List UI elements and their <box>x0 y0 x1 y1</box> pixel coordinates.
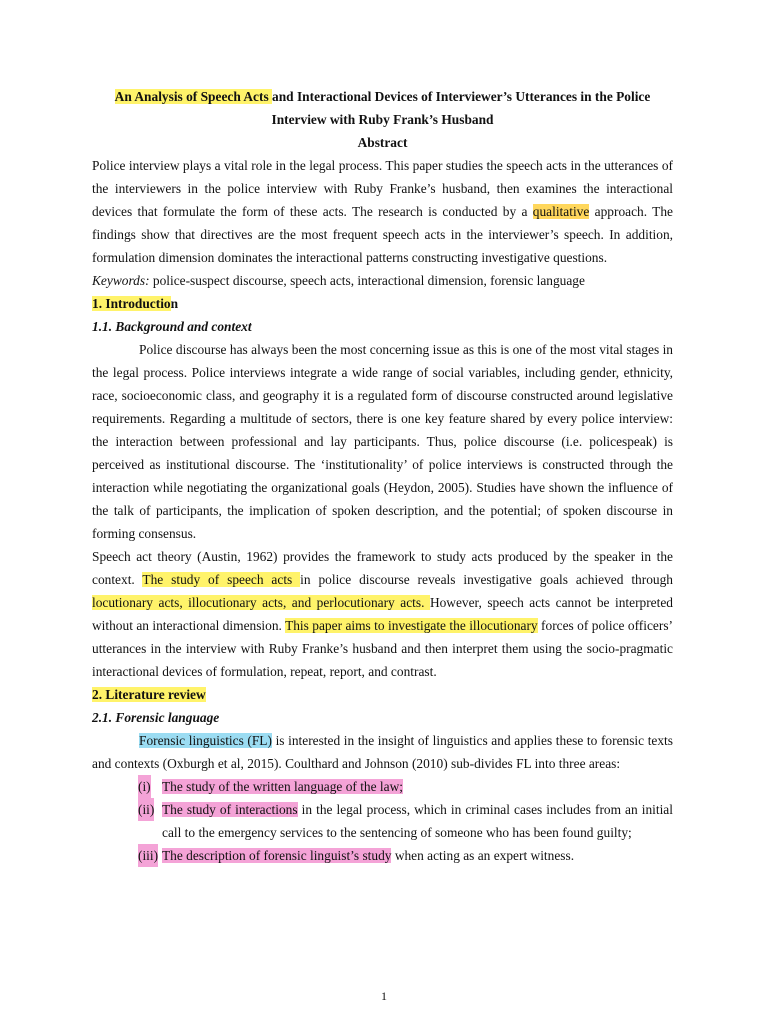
list-item-highlight: The study of the written language of the law; <box>162 779 403 794</box>
keywords-text: police-suspect discourse, speech acts, interactional dimension, forensic language <box>149 273 585 288</box>
subsection-heading-forensic: 2.1. Forensic language <box>92 710 220 725</box>
speech-act-paragraph <box>92 545 673 683</box>
abstract-body <box>92 154 673 269</box>
forensic-paragraph <box>92 729 673 775</box>
speech-act-text-4: forces of police officers’ utterances in the interview with Ruby Franke’s husband and then interpret them using the socio-pragmatic interactional devices of formulation, repeat, report, and contrast. <box>92 618 673 679</box>
speech-act-highlight-3: This paper aims to investigate the illocutionary <box>285 618 538 633</box>
list-item-number: (iii) <box>138 844 158 867</box>
list-item-text: when acting as an expert witness. <box>391 848 575 863</box>
section-heading-introduction <box>92 292 673 315</box>
section-heading-literature <box>92 683 673 706</box>
title-highlight: An Analysis of Speech Acts <box>114 89 273 104</box>
literature-heading-highlight: 2. Literature review <box>92 687 206 702</box>
subsection-heading-background: 1.1. Background and context <box>92 319 252 334</box>
abstract-highlight: qualitative <box>532 204 590 219</box>
keywords-line <box>92 269 673 292</box>
list-item-number: (i) <box>138 775 151 798</box>
speech-act-text-2: in police discourse reveals investigative goals achieved through <box>300 572 673 587</box>
page-content <box>92 85 673 867</box>
list-item <box>92 844 673 867</box>
list-item <box>92 775 673 798</box>
abstract-text-1: Police interview plays a vital role in the legal process. This paper studies the speech acts in the utterances of the interviewers in the police interview with Ruby Franke’s husband, then examines the interactional devices that formulate the form of these acts. The research is conducted by a <box>92 158 673 219</box>
abstract-heading: Abstract <box>357 135 408 150</box>
speech-act-text-1: Speech act theory (Austin, 1962) provides the framework to study acts produced by the speaker in the context. <box>92 549 673 587</box>
forensic-areas-list <box>92 775 673 867</box>
speech-act-highlight-2: locutionary acts, illocutionary acts, and perlocutionary acts. <box>92 595 430 610</box>
page-number: 1 <box>381 989 387 1003</box>
list-item-text: in the legal process, which in criminal cases includes from an initial call to the emergency services to the sentencing of someone who has been found guilty; <box>162 802 673 840</box>
forensic-text: is interested in the insight of linguistics and applies these to forensic texts and contexts (Oxburgh et al, 2015). Coulthard and Johnson (2010) sub-divides FL into three areas: <box>92 733 673 771</box>
paper-title <box>92 85 673 131</box>
background-paragraph: Police discourse has always been the most concerning issue as this is one of the most vital stages in the legal process. Police interviews integrate a wide range of social variables, including gender, ethnicity, race, socioeconomic class, and geography it is a regulated form of discourse constructed around legislative requirements. Regarding a multitude of sectors, there is one key feature shared by every police interview: the interaction between professional and lay participants. Thus, police discourse (i.e. policespeak) is perceived as institutional discourse. The ‘institutionality’ of police interviews is constructed through the interaction while negotiating the organizational goals (Heydon, 2005). Studies have shown the influence of the talk of participants, the implication of spoken description, and the potential; of spoken discourse in forming consensus. <box>92 342 673 541</box>
keywords-label: Keywords: <box>92 273 150 288</box>
title-rest: and Interactional Devices of Interviewer’s Utterances in the Police Interview with Ruby Frank’s Husband <box>271 89 651 127</box>
section-heading-rest: n <box>170 296 179 311</box>
forensic-highlight: Forensic linguistics (FL) <box>139 733 272 748</box>
list-item-number: (ii) <box>138 798 154 821</box>
speech-act-highlight-1: The study of speech acts <box>142 572 301 587</box>
list-item-highlight: The description of forensic linguist’s study <box>162 848 392 863</box>
section-heading-highlight: 1. Introductio <box>92 296 171 311</box>
speech-act-text-3: However, speech acts cannot be interpreted without an interactional dimension. <box>92 595 673 633</box>
list-item <box>92 798 673 844</box>
list-item-highlight: The study of interactions <box>162 802 298 817</box>
abstract-text-2: approach. The findings show that directives are the most frequent speech acts in the interviewer’s speech. In addition, formulation dimension dominates the interactional patterns constructing investigative questions. <box>92 204 673 265</box>
